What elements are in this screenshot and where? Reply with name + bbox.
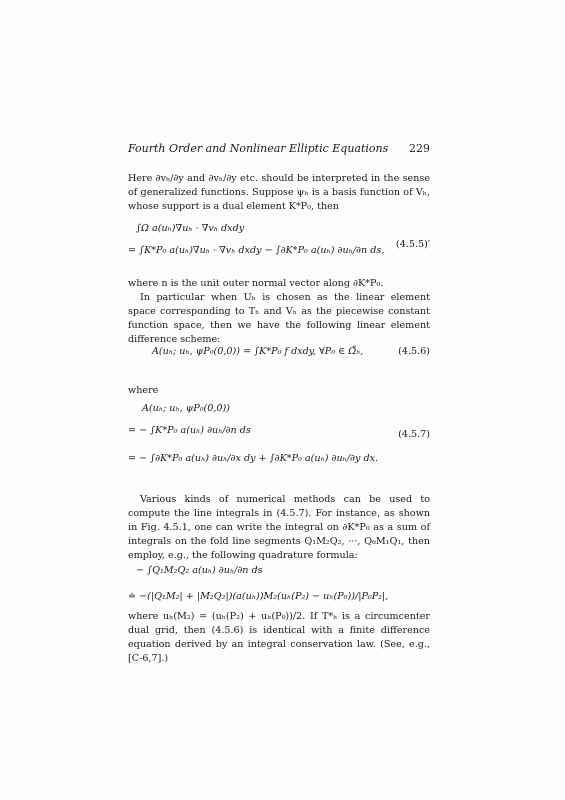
equation-4-5-7 xyxy=(128,402,430,474)
paragraph-3: In particular when Uₕ is chosen as the linear element space corresponding to Tₕ and Vₕ as the piecewise constant function space, then we have the following linear element difference scheme: xyxy=(128,292,430,345)
eq-line-text: A(uₕ; uₕ, ψP₀(0,0)) = ∫K*P₀ f dxdy, ∀P₀ ∈ Ω̊ₕ, xyxy=(152,346,364,357)
equation-4-5-6 xyxy=(128,345,430,367)
eq-line xyxy=(128,345,430,367)
eq-line: = − ∫K*P₀ a(uₕ) ∂uₕ/∂n ds xyxy=(128,425,251,436)
equation-4-5-5 xyxy=(128,222,430,266)
quadrature-formula xyxy=(128,564,430,612)
equation-label: (4.5.6) xyxy=(398,346,430,357)
paragraph-6: where uₕ(M₂) = (uₕ(P₂) + uₕ(P₀))/2. If T*ₕ is a circumcenter dual grid, then (4.5.6) is identical with a finite difference equation derived by an integral conservation law. (See, e.g., [C-6,7].) xyxy=(128,611,430,664)
eq-line: A(uₕ; uₕ, ψP₀(0,0)) xyxy=(142,403,231,414)
eq-line: = − ∫∂K*P₀ a(uₕ) ∂uₕ/∂x dy + ∫∂K*P₀ a(uₕ) ∂uₕ/∂y dx. xyxy=(128,453,379,464)
eq-line-text: = ∫K*P₀ a(uₕ)∇uₕ · ∇vₕ dxdy − ∫∂K*P₀ a(uₕ) ∂uₕ/∂n ds, xyxy=(128,245,385,256)
equation-label: (4.5.5)′ xyxy=(395,239,430,250)
eq-line: ≐ −(|Q₁M₂| + |M₂Q₂|)(a(uₕ))M₂(uₕ(P₂) − uₕ(P₀))/|P₀P₂|, xyxy=(128,591,389,602)
paragraph-5: Various kinds of numerical methods can be used to compute the line integrals in (4.5.7). For instance, as shown in Fig. 4.5.1, one can write the integral on ∂K*P₀ as a sum of integrals on the fold line segments Q₁M₂Q₂, ···, Q₆M₁Q₁, then employ, e.g., the following quadrature formula: xyxy=(128,494,430,561)
equation-label: (4.5.7) xyxy=(398,429,430,440)
paragraph-2: where n is the unit outer normal vector along ∂K*P₀. xyxy=(128,278,384,289)
running-title: Fourth Order and Nonlinear Elliptic Equations xyxy=(128,142,389,155)
paragraph-1: Here ∂vₕ/∂y and ∂vₕ/∂y etc. should be interpreted in the sense of generalized functions. Suppose ψₕ is a basis function of Vₕ, whose support is a dual element K*P₀, then xyxy=(128,173,430,212)
eq-line: − ∫Q₁M₂Q₂ a(uₕ) ∂uₕ/∂n ds xyxy=(136,565,263,576)
page-header xyxy=(128,142,430,155)
page-number: 229 xyxy=(409,142,430,155)
eq-line: ∫Ω a(uₕ)∇uₕ · ∇vₕ dxdy xyxy=(136,223,245,234)
paragraph-4: where xyxy=(128,385,159,396)
eq-line xyxy=(128,244,430,266)
